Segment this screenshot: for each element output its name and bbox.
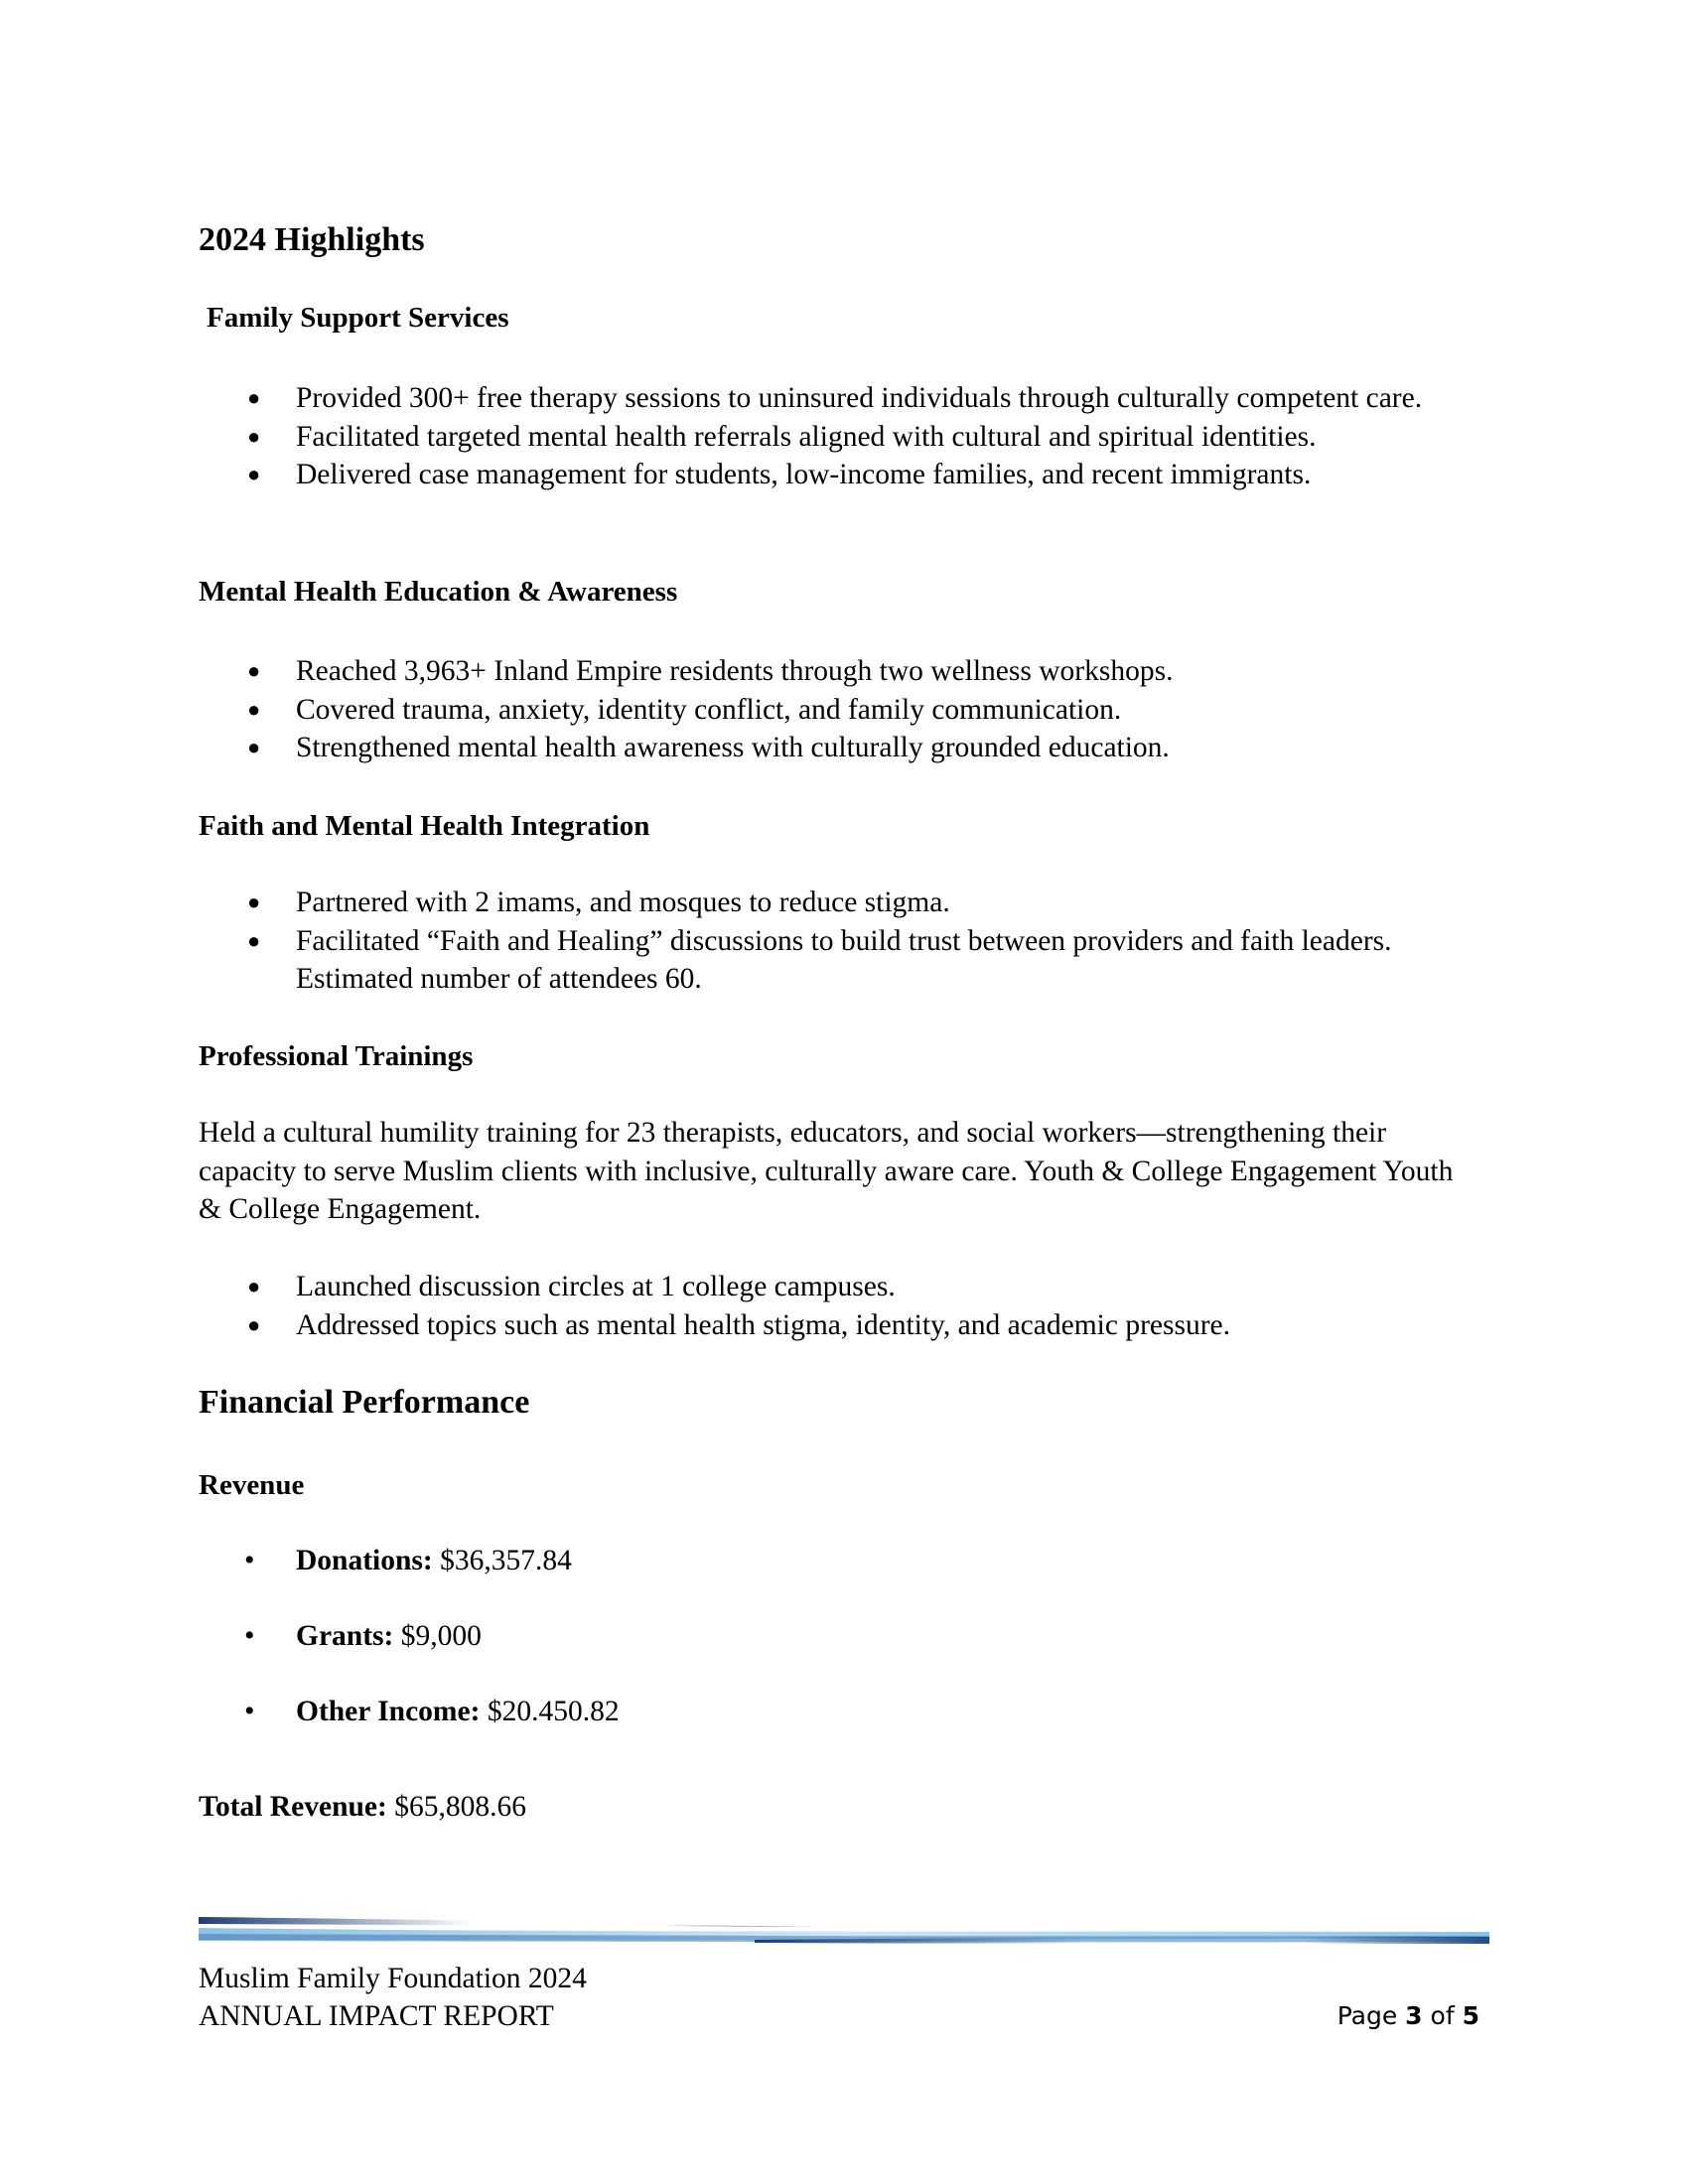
faith-heading: Faith and Mental Health Integration [199, 810, 650, 842]
footer-wave-rule [199, 1914, 1489, 1946]
list-item [199, 1693, 620, 1731]
list-item: ● Provided 300+ free therapy sessions to uninsured individuals through culturally competent care. [199, 379, 1509, 418]
footer-org [199, 1960, 587, 2035]
bullet-icon: ● [247, 1311, 261, 1337]
bullet-icon: ● [247, 462, 261, 486]
list-item: ● Facilitated “Faith and Healing” discussions to build trust between providers and faith leaders. Estimated number of attendees 60. [199, 922, 1440, 999]
total-revenue [199, 1788, 526, 1826]
bullet-icon: ● [247, 1274, 261, 1298]
bullet-icon: ● [247, 927, 261, 953]
family-support-list [199, 379, 1509, 494]
revenue-value: $36,357.84 [440, 1545, 572, 1576]
professional-paragraph: Held a cultural humility training for 23 therapists, educators, and social workers—strengthening their capacity to serve Muslim clients with inclusive, culturally aware care. Youth & College Engagement Youth & College Engagement. [199, 1117, 1454, 1225]
revenue-value: $20.450.82 [487, 1696, 620, 1727]
bullet-icon: ● [247, 658, 261, 683]
revenue-value: $9,000 [400, 1620, 482, 1652]
list-item: ● Delivered case management for students, low-income families, and recent immigrants. [199, 456, 1509, 494]
bullet-icon: • [244, 1544, 255, 1576]
bullet-icon: ● [247, 385, 261, 410]
bullet-icon: ● [247, 735, 261, 759]
footer-report-line: ANNUAL IMPACT REPORT [199, 2000, 554, 2032]
list-item: ● Facilitated targeted mental health referrals aligned with cultural and spiritual identities. [199, 418, 1509, 457]
bullet-icon: • [244, 1695, 255, 1727]
total-revenue-value: $65,808.66 [394, 1791, 526, 1823]
revenue-label: Other Income: [296, 1696, 481, 1727]
revenue-heading: Revenue [199, 1469, 305, 1501]
youth-list [199, 1268, 1509, 1344]
bullet-icon: ● [247, 889, 261, 914]
revenue-label: Donations: [296, 1545, 433, 1576]
bullet-icon: ● [247, 423, 261, 449]
education-heading: Mental Health Education & Awareness [199, 576, 678, 608]
list-item: ● Launched discussion circles at 1 college campuses. [199, 1268, 1509, 1306]
professional-heading: Professional Trainings [199, 1040, 474, 1072]
list-item: ● Addressed topics such as mental health stigma, identity, and academic pressure. [199, 1306, 1509, 1345]
revenue-list [199, 1542, 620, 1768]
education-list [199, 652, 1509, 767]
list-item: ● Partnered with 2 imams, and mosques to reduce stigma. [199, 884, 1440, 922]
list-item: ● Strengthened mental health awareness with culturally grounded education. [199, 729, 1509, 767]
page-number: Page 3 of 5 [1336, 2001, 1479, 2030]
total-revenue-label: Total Revenue: [199, 1791, 387, 1823]
list-item [199, 1617, 620, 1656]
bullet-icon: ● [247, 696, 261, 722]
family-support-heading: Family Support Services [207, 302, 509, 334]
faith-list [199, 884, 1440, 999]
list-item [199, 1542, 620, 1580]
footer-org-line: Muslim Family Foundation 2024 [199, 1963, 587, 1994]
list-item: ● Reached 3,963+ Inland Empire residents through two wellness workshops. [199, 652, 1509, 691]
financial-title: Financial Performance [199, 1384, 530, 1421]
list-item: ● Covered trauma, anxiety, identity conflict, and family communication. [199, 691, 1509, 730]
bullet-icon: • [244, 1619, 255, 1652]
revenue-label: Grants: [296, 1620, 394, 1652]
highlights-title: 2024 Highlights [199, 221, 425, 258]
